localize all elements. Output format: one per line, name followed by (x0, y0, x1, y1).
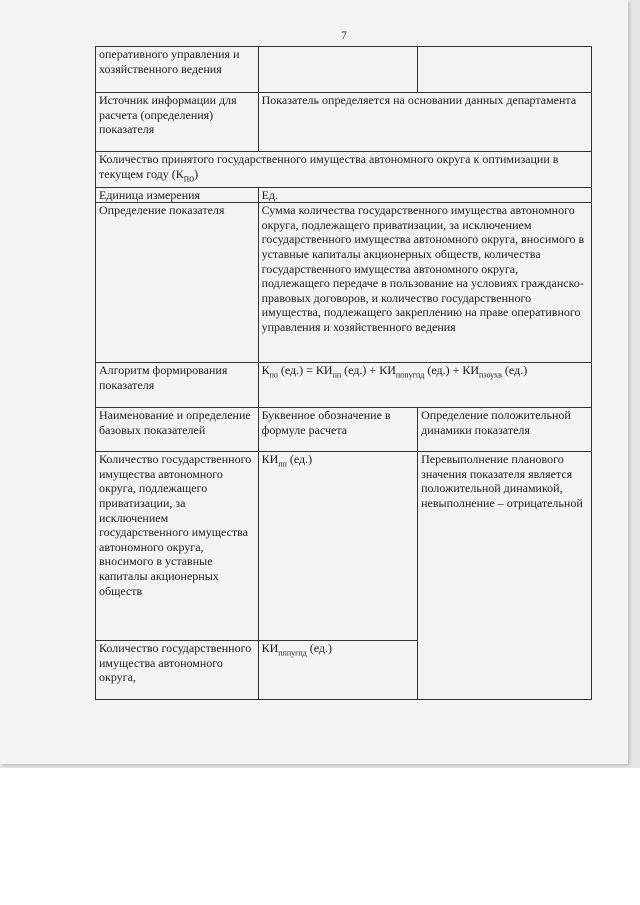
row-value-unit: Ед. (258, 187, 591, 203)
table-row (96, 152, 592, 188)
formula-k: К (261, 363, 270, 378)
row-label-info-source: Источник информации для расчета (определения) показателя (96, 93, 259, 152)
table-row (96, 187, 592, 203)
header-letter-notation: Буквенное обозначение в формуле расчета (258, 408, 418, 452)
row-label-continuation: оперативного управления и хозяйственного ведения (96, 47, 259, 93)
formula-ki1-sub: пп (332, 370, 342, 380)
empty-cell (418, 47, 592, 93)
formula-part-1: (ед.) = КИ (277, 363, 333, 378)
row-value-info-source: Показатель определяется на основании данных департамента (258, 93, 591, 152)
formula-part-3: (ед.) + КИ (424, 363, 480, 378)
table-row (96, 47, 592, 93)
formula-ki3-sub: пзоухв (479, 370, 502, 380)
table-row (96, 408, 592, 452)
section-heading-end: ) (194, 166, 199, 181)
symbol-main: КИ (261, 452, 279, 467)
table-row (96, 203, 592, 363)
header-positive-dynamics: Определение положительной динамики показателя (418, 408, 592, 452)
formula (258, 363, 591, 408)
symbol-sub: пппугпд (278, 648, 307, 658)
base-indicator-2-name: Количество государственного имущества автономного округа, (96, 641, 259, 700)
positive-dynamics-definition: Перевыполнение планового значения показателя является положительной динамикой, невыполнение – отрицательной (418, 452, 592, 700)
row-label-definition: Определение показателя (96, 203, 259, 363)
page-number: 7 (341, 28, 347, 42)
formula-ki2-sub: пппугпд (395, 370, 425, 380)
formula-part-2: (ед.) + КИ (341, 363, 396, 378)
symbol-sub: пп (278, 459, 287, 469)
formula-part-4: (ед.) (501, 363, 528, 378)
base-indicator-2-symbol (258, 641, 418, 700)
indicator-table (95, 46, 592, 700)
header-base-indicators: Наименование и определение базовых показателей (96, 408, 259, 452)
symbol-unit: (ед.) (286, 452, 313, 467)
empty-cell (258, 47, 418, 93)
base-indicator-1-symbol (258, 452, 418, 641)
section-heading (96, 152, 592, 188)
formula-k-sub: по (269, 370, 278, 380)
section-heading-text: Количество принятого государственного имущества автономного округа к оптимизации в текущем году (К (99, 152, 559, 181)
table-row (96, 363, 592, 408)
symbol-main: КИ (261, 641, 279, 656)
table-row (96, 93, 592, 152)
row-label-unit: Единица измерения (96, 187, 259, 203)
row-value-definition: Сумма количества государственного имущества автономного округа, подлежащего приватизации, за исключением государственного имущества автономного округа, вносимого в уставные капиталы акционерных обществ, количества государственного имущества автономного округа, подлежащего передаче в пользование на условиях гражданско-правовых договоров, и количество государственного имущества, подлежащего закреплению на праве оперативного управления и хозяйственного ведения (258, 203, 591, 363)
symbol-unit: (ед.) (306, 641, 333, 656)
row-label-algorithm: Алгоритм формирования показателя (96, 363, 259, 408)
base-indicator-1-name: Количество государственного имущества автономного округа, подлежащего приватизации, за исключением государственного имущества автономного округа, вносимого в уставные капиталы акционерных обществ (96, 452, 259, 641)
section-heading-subscript: по (183, 172, 195, 184)
table-row (96, 452, 592, 641)
